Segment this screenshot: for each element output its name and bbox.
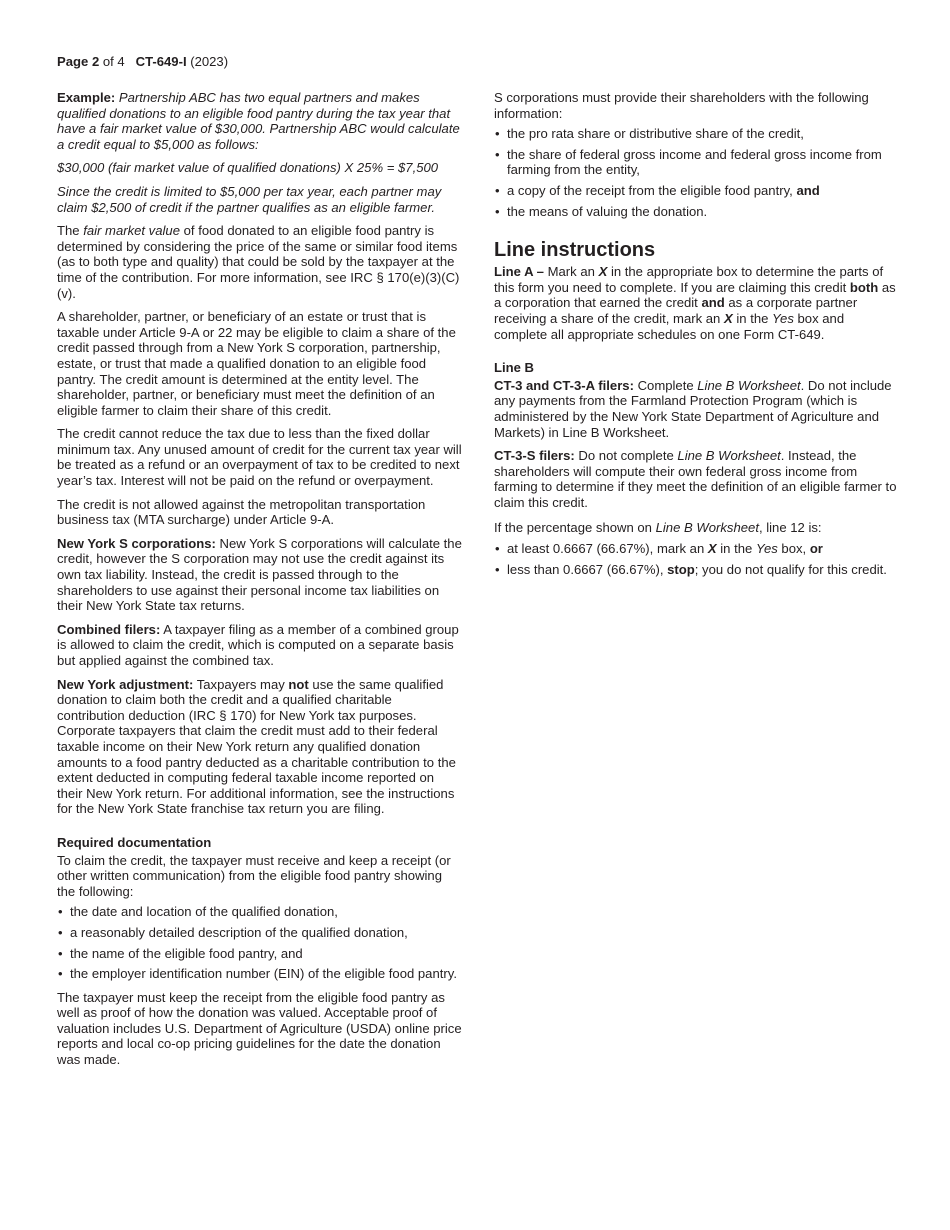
list-item: • the employer identification number (EIN) of the eligible food pantry. [57,966,462,982]
line-a-text: as a corporate partner receiving a share of the credit, mark an [494,295,858,326]
nya-label: New York adjustment: [57,676,194,692]
list-item: • a reasonably detailed description of the qualified donation, [57,925,462,941]
nys-text: New York S corporations will calculate the credit, however the S corporation may not use the credit against its own tax liability. Instead, the credit is passed through to the shareholders to use against their personal income tax liabilities on their New York State tax returns. [57,535,462,614]
nys-corporations-paragraph [57,536,462,614]
percentage-list [494,541,899,577]
percentage-text: If the percentage shown on [494,520,652,536]
combined-filers-paragraph [57,622,462,669]
list-item-text: less than 0.6667 (66.67%), [507,561,664,577]
yes-word: Yes [772,310,794,326]
line-a-paragraph [494,264,899,342]
yes-word: Yes [755,541,778,557]
nya-not: not [288,676,309,692]
ct3-text: Complete [637,377,694,393]
required-documentation-heading: Required documentation [57,834,212,850]
worksheet-name: Line B Worksheet [697,377,801,393]
ny-adjustment-paragraph [57,677,462,817]
fair-market-value-paragraph [57,223,462,301]
combined-text: A taxpayer filing as a member of a combined group is allowed to claim the credit, which is computed on a separate basis but applied against the combined tax. [57,621,459,668]
page-number: 2 [91,54,100,69]
line-a-text: in the [736,310,769,326]
line-a-and: and [701,295,725,311]
nya-pre: Taxpayers may [196,676,285,692]
s-corp-intro: S corporations must provide their shareholders with the following information: [494,90,869,121]
page-header [57,54,228,70]
worksheet-name: Line B Worksheet [677,448,781,464]
nys-label: New York S corporations: [57,535,216,551]
x-mark: X [598,264,608,280]
fmv-post: of food donated to an eligible food pantry is determined by considering the price of the same or similar food items (as to both type and quality) that could be sold by the taxpayer at the time of the contribution. For more information, see IRC § 170(e)(3)(C)(v). [57,223,460,301]
right-column [494,90,899,585]
list-item: • the name of the eligible food pantry, and [57,946,462,962]
page-total: of 4 [102,54,125,69]
example-label: Example: [57,90,116,105]
list-item [494,562,899,578]
example-paragraph [57,90,462,152]
ct3s-text: . Instead, the shareholders will compute their own federal gross income from farming to determine if they meet the definition of an eligible farmer to claim this credit. [494,448,897,510]
ct3-paragraph [494,378,899,440]
required-documentation-intro: To claim the credit, the taxpayer must receive and keep a receipt (or other written communication) from the eligible food pantry showing the following: [57,852,451,899]
list-item-text: a copy of the receipt from the eligible food pantry, [507,182,793,198]
list-item-text: ; you do not qualify for this credit. [694,561,887,577]
worksheet-name: Line B Worksheet [655,520,759,536]
x-mark: X [707,541,717,557]
page-label: Page [57,54,89,69]
percentage-text: , line 12 is: [758,520,822,536]
shareholder-paragraph: A shareholder, partner, or beneficiary of an estate or trust that is taxable under Article 9-A or 22 may be eligible to claim a share of the credit passed through from a New York S corporation, partnership, estate, or trust that made a qualified donation to an eligible food pantry. The credit amount is determined at the entity level. The shareholder, partner, or beneficiary must meet the definition of an eligible farmer to claim their share of this credit. [57,309,456,418]
ct3-text: . Do not include any payments from the Farmland Protection Program (which is administered by the New York State Department of Agriculture and Markets) in Line B Worksheet. [494,377,892,440]
ct3s-text: Do not complete [578,448,674,464]
list-item: • the means of valuing the donation. [494,204,899,220]
line-b-heading: Line B [494,360,535,376]
minimum-tax-paragraph: The credit cannot reduce the tax due to less than the fixed dollar minimum tax. Any unused amount of credit for the current tax year will be treated as a refund or an overpayment of tax to be credited to next year’s tax. Interest will not be paid on the refund or overpayment. [57,426,462,489]
required-documentation-list [57,904,462,981]
x-mark: X [723,310,733,326]
nya-post: use the same qualified donation to claim both the credit and a qualified charitable contribution deduction (IRC § 170) for New York tax purposes. Corporate taxpayers that claim the credit must add to their federal taxable income on their New York return any qualified donation amounts to a food pantry deducted as a charitable contribution to the extent deducted in computing federal taxable income reported on their New York return. For additional information, see the instructions for the New York State franchise tax return you are filing. [57,676,456,817]
credit-limit-note: Since the credit is limited to $5,000 per tax year, each partner may claim $2,500 of credit if the partner qualifies as an eligible farmer. [57,183,442,215]
list-item-and: and [796,182,820,198]
form-id: CT-649-I [135,54,187,69]
line-a-text: in the appropriate box to determine the parts of this form you need to complete. If you are claiming this credit [494,264,884,295]
list-item-text: at least 0.6667 (66.67%), mark an [507,541,705,557]
line-a-text: Mark an [547,264,595,280]
ct3-label: CT-3 and CT-3-A filers: [494,377,634,393]
list-item-text: box, [781,541,807,557]
line-a-text: box and complete all appropriate schedules on one Form CT-649. [494,310,845,342]
list-item-or: or [809,541,823,557]
s-corp-list [494,126,899,219]
ct3s-label: CT-3-S filers: [494,448,575,464]
ct3s-paragraph [494,448,899,510]
list-item: • the pro rata share or distributive share of the credit, [494,126,899,142]
example-text: Partnership ABC has two equal partners and makes qualified donations to an eligible food pantry during the tax year that have a fair market value of $30,000. Partnership ABC would calculate a credit equal to $5,000 as follows: [57,90,460,152]
left-column [57,90,462,1076]
line-a-both: both [849,279,879,295]
list-item [494,183,899,199]
list-item-stop: stop [667,561,695,577]
list-item: • the date and location of the qualified donation, [57,904,462,920]
fmv-pre: The [57,223,80,239]
form-year: (2023) [190,54,229,69]
receipt-paragraph: The taxpayer must keep the receipt from the eligible food pantry as well as proof of how the donation was valued. Acceptable proof of valuation includes U.S. Department of Agriculture (USDA) online price reports and local co-op pricing guidelines for the date the donation was made. [57,989,462,1068]
list-item: • the share of federal gross income and federal gross income from farming from the entity, [494,147,899,178]
line-instructions-heading: Line instructions [494,239,656,262]
line-a-label: Line A – [494,264,544,280]
list-item [494,541,899,557]
fmv-term: fair market value [83,223,180,239]
list-item-text: in the [720,541,753,557]
combined-label: Combined filers: [57,621,161,637]
line-a-text: as a corporation that earned the credit [494,279,896,311]
example-formula: $30,000 (fair market value of qualified donations) X 25% = $7,500 [57,160,439,176]
mta-paragraph: The credit is not allowed against the metropolitan transportation business tax (MTA surcharge) under Article 9-A. [57,496,426,528]
percentage-paragraph [494,520,899,536]
